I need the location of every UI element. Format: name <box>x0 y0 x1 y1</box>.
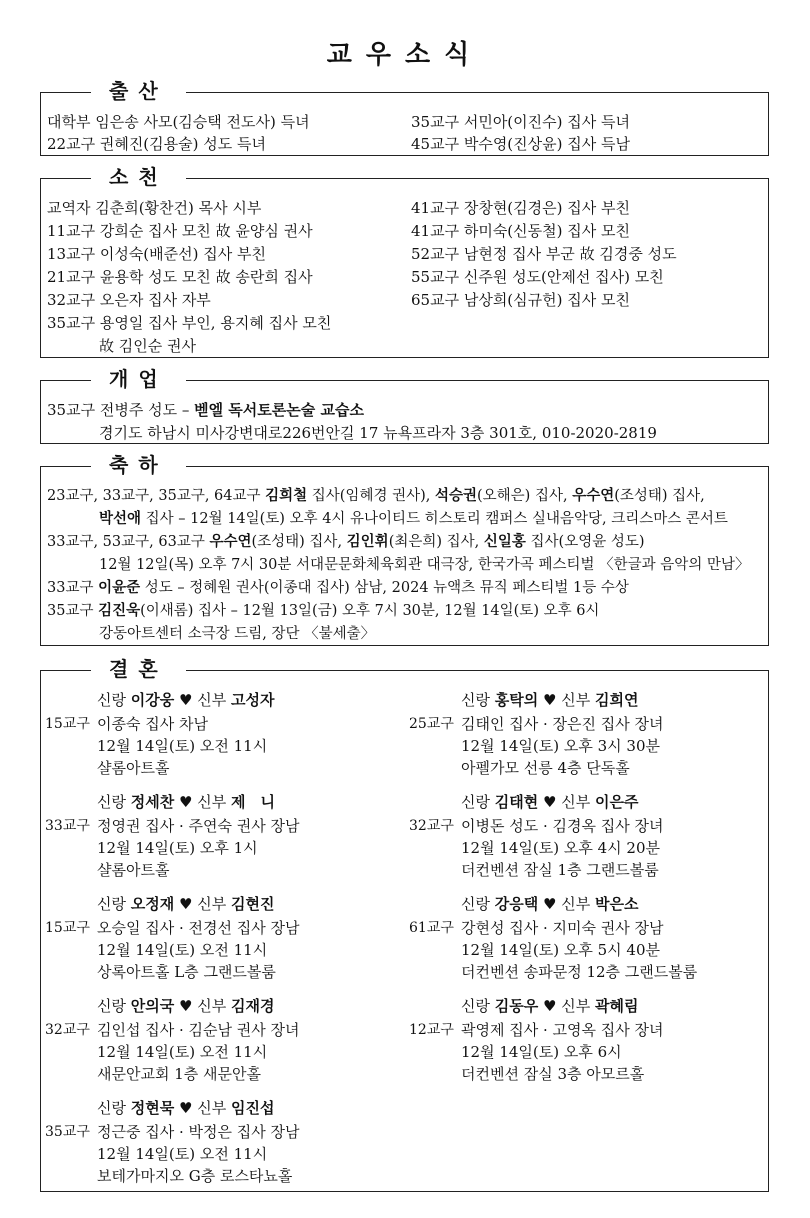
groom-name: 강응택 <box>494 895 539 913</box>
wedding-date: 12월 14일(토) 오후 1시 <box>97 839 258 857</box>
bride-label: 신부 <box>561 895 591 913</box>
congrats-text: 성도 – 정혜원 권사(이종대 집사) 삼남, 2024 뉴액츠 뮤직 페스티벌 1등 수상 <box>140 580 629 596</box>
wedding-heading: 결혼 <box>91 655 186 683</box>
wedding-date: 12월 14일(토) 오전 11시 <box>97 941 268 959</box>
wedding-group: 15교구 <box>45 716 90 732</box>
bride-name: 제 니 <box>231 793 276 811</box>
wedding-group: 12교구 <box>409 1022 454 1038</box>
congrats-name: 우수연 <box>209 533 252 550</box>
heart-icon: ♥ <box>179 793 193 811</box>
wedding-parents: 김인섭 집사 · 김순남 권사 장녀 <box>97 1021 300 1039</box>
congrats-line-2 <box>99 508 728 530</box>
wedding-date: 12월 14일(토) 오전 11시 <box>97 1043 268 1061</box>
opening-address: 경기도 하남시 미사강변대로226번안길 17 뉴욕프라자 3층 301호, 010-2020-2819 <box>99 424 657 442</box>
congrats-name: 김진욱 <box>98 602 141 619</box>
death-right-4: 65교구 남상희(심규헌) 집사 모친 <box>411 291 630 309</box>
bride-name: 김재경 <box>231 997 275 1015</box>
wedding-parents: 김태인 집사 · 장은진 집사 장녀 <box>461 715 664 733</box>
death-left-6: 故 김인순 권사 <box>99 337 196 355</box>
wedding-couple <box>409 995 664 1017</box>
heart-icon: ♥ <box>179 1099 193 1117</box>
congrats-text: (이새롬) 집사 – 12월 13일(금) 오후 7시 30분, 12월 14일(토) 오후 6시 <box>140 603 600 619</box>
birth-section <box>40 79 769 156</box>
congrats-text: (최은희) 집사, <box>388 534 484 550</box>
death-left-3: 21교구 윤용학 성도 모친 故 송란희 집사 <box>47 268 313 286</box>
wedding-group: 33교구 <box>45 818 90 834</box>
wedding-date: 12월 14일(토) 오후 5시 40분 <box>461 941 661 959</box>
death-left-2: 13교구 이성숙(배준선) 집사 부친 <box>47 245 266 263</box>
wedding-group: 61교구 <box>409 920 454 936</box>
wedding-venue: 상록아트홀 L층 그랜드볼룸 <box>97 963 276 981</box>
death-left-1: 11교구 강희순 집사 모친 故 윤양심 권사 <box>47 222 313 240</box>
groom-label: 신랑 <box>97 1099 126 1117</box>
bride-name: 고성자 <box>231 691 275 709</box>
wedding-parents: 정근중 집사 · 박정은 집사 장남 <box>97 1123 300 1141</box>
wedding-entry <box>45 791 300 881</box>
death-right-2: 52교구 남현정 집사 부군 故 김경중 성도 <box>411 245 677 263</box>
wedding-date: 12월 14일(토) 오전 11시 <box>97 737 268 755</box>
congrats-section <box>40 453 769 646</box>
groom-label: 신랑 <box>97 895 126 913</box>
wedding-venue: 더컨벤션 잠실 1층 그랜드볼룸 <box>461 861 659 879</box>
wedding-date: 12월 14일(토) 오후 6시 <box>461 1043 622 1061</box>
groom-label: 신랑 <box>97 691 126 709</box>
wedding-entry <box>409 689 664 779</box>
groom-name: 김동우 <box>494 997 539 1015</box>
wedding-couple <box>409 791 664 813</box>
wedding-entry <box>45 1097 300 1187</box>
congrats-name: 김희철 <box>265 487 308 504</box>
birth-left-1: 22교구 권혜진(김용술) 성도 득녀 <box>47 135 266 153</box>
death-heading: 소천 <box>91 163 186 191</box>
wedding-venue: 더컨벤션 잠실 3층 아모르홀 <box>461 1065 645 1083</box>
bride-name: 이은주 <box>595 793 639 811</box>
heart-icon: ♥ <box>179 997 193 1015</box>
death-right-0: 41교구 장창현(김경은) 집사 부친 <box>411 199 630 217</box>
death-left-5: 35교구 용영일 집사 부인, 용지혜 집사 모친 <box>47 314 332 332</box>
wedding-venue: 샬롬아트홀 <box>97 759 170 777</box>
wedding-entry <box>45 995 300 1085</box>
wedding-group: 25교구 <box>409 716 454 732</box>
wedding-couple <box>409 893 697 915</box>
congrats-name: 신일홍 <box>483 533 526 550</box>
congrats-text: 35교구 <box>47 603 99 619</box>
wedding-date: 12월 14일(토) 오후 4시 20분 <box>461 839 661 857</box>
congrats-name: 석승권 <box>434 487 477 504</box>
congrats-line-7: 강동아트센터 소극장 드림, 장단 〈불세출〉 <box>99 626 376 642</box>
bride-label: 신부 <box>197 691 227 709</box>
wedding-entry <box>409 995 664 1085</box>
wedding-group: 35교구 <box>45 1124 90 1140</box>
congrats-text: 23교구, 33교구, 35교구, 64교구 <box>47 488 266 504</box>
congrats-name: 우수연 <box>572 487 615 504</box>
heart-icon: ♥ <box>543 793 557 811</box>
opening-heading: 개업 <box>91 365 186 393</box>
congrats-text: (조성태) 집사, <box>251 534 347 550</box>
death-left-0: 교역자 김춘희(황찬건) 목사 시부 <box>47 199 262 217</box>
wedding-couple <box>45 791 300 813</box>
opening-line-1 <box>47 399 364 421</box>
birth-heading: 출산 <box>91 77 186 105</box>
death-left-4: 32교구 오은자 집사 자부 <box>47 291 211 309</box>
congrats-text: (오해은) 집사, <box>477 488 573 504</box>
congrats-line-3 <box>47 531 645 553</box>
groom-label: 신랑 <box>97 793 126 811</box>
groom-name: 홍탁의 <box>494 691 539 709</box>
wedding-couple <box>45 1097 300 1119</box>
wedding-group: 32교구 <box>45 1022 90 1038</box>
wedding-section <box>40 657 769 1192</box>
birth-left-0: 대학부 임은송 사모(김승택 전도사) 득녀 <box>47 113 310 131</box>
wedding-couple <box>45 893 300 915</box>
bride-label: 신부 <box>197 793 227 811</box>
bride-label: 신부 <box>197 1099 227 1117</box>
heart-icon: ♥ <box>543 997 557 1015</box>
wedding-venue: 보테가마지오 G층 로스타뇨홀 <box>97 1167 293 1185</box>
wedding-date: 12월 14일(토) 오전 11시 <box>97 1145 268 1163</box>
death-section <box>40 165 769 358</box>
wedding-couple <box>409 689 664 711</box>
bride-name: 김현진 <box>231 895 275 913</box>
groom-name: 이강웅 <box>130 691 175 709</box>
birth-right-0: 35교구 서민아(이진수) 집사 득녀 <box>411 113 630 131</box>
wedding-parents: 곽영제 집사 · 고영옥 집사 장녀 <box>461 1021 664 1039</box>
congrats-line-6 <box>47 600 599 622</box>
groom-label: 신랑 <box>97 997 126 1015</box>
groom-label: 신랑 <box>461 691 490 709</box>
congrats-name: 박선애 <box>99 510 142 527</box>
congrats-text: 집사(오영윤 성도) <box>525 534 645 550</box>
heart-icon: ♥ <box>179 691 193 709</box>
wedding-parents: 정영권 집사 · 주연숙 권사 장남 <box>97 817 300 835</box>
wedding-venue: 새문안교회 1층 새문안홀 <box>97 1065 261 1083</box>
bride-label: 신부 <box>561 691 591 709</box>
groom-name: 안의국 <box>130 997 175 1015</box>
congrats-name: 김인휘 <box>346 533 389 550</box>
wedding-venue: 아펠가모 선릉 4층 단독홀 <box>461 759 630 777</box>
bride-name: 김희연 <box>595 691 639 709</box>
congrats-text: 33교구 <box>47 580 99 596</box>
wedding-entry <box>409 893 697 983</box>
birth-right-1: 45교구 박수영(진상윤) 집사 득남 <box>411 135 630 153</box>
congrats-text: 집사(임혜경 권사), <box>307 488 435 504</box>
wedding-group: 15교구 <box>45 920 90 936</box>
opening-person: 35교구 전병주 성도 – <box>47 401 195 419</box>
opening-section <box>40 367 769 444</box>
groom-name: 정세찬 <box>130 793 175 811</box>
wedding-entry <box>45 689 275 779</box>
death-right-1: 41교구 하미숙(신동철) 집사 모친 <box>411 222 630 240</box>
death-right-3: 55교구 신주원 성도(안제선 집사) 모친 <box>411 268 664 286</box>
wedding-group: 32교구 <box>409 818 454 834</box>
congrats-line-1 <box>47 485 705 507</box>
groom-name: 김태현 <box>494 793 539 811</box>
groom-label: 신랑 <box>461 997 490 1015</box>
wedding-date: 12월 14일(토) 오후 3시 30분 <box>461 737 661 755</box>
wedding-entry <box>45 893 300 983</box>
bride-label: 신부 <box>197 895 227 913</box>
heart-icon: ♥ <box>543 691 557 709</box>
congrats-line-5 <box>47 577 629 599</box>
wedding-parents: 오승일 집사 · 전경선 집사 장남 <box>97 919 300 937</box>
opening-business: 벧엘 독서토론논술 교습소 <box>194 401 364 419</box>
groom-name: 오정재 <box>130 895 175 913</box>
bride-label: 신부 <box>197 997 227 1015</box>
congrats-line-4: 12월 12일(목) 오후 7시 30분 서대문문화체육회관 대극장, 한국가곡 페스티벌 〈한글과 음악의 만남〉 <box>99 557 750 573</box>
bride-label: 신부 <box>561 997 591 1015</box>
bride-name: 임진섭 <box>231 1099 275 1117</box>
page-title: 교우소식 <box>326 40 484 70</box>
bride-label: 신부 <box>561 793 591 811</box>
wedding-couple <box>45 995 300 1017</box>
groom-name: 정현묵 <box>130 1099 175 1117</box>
wedding-venue: 더컨벤션 송파문정 12층 그랜드볼룸 <box>461 963 698 981</box>
wedding-parents: 강현성 집사 · 지미숙 권사 장남 <box>461 919 664 937</box>
groom-label: 신랑 <box>461 895 490 913</box>
heart-icon: ♥ <box>179 895 193 913</box>
congrats-name: 이윤준 <box>98 579 141 596</box>
groom-label: 신랑 <box>461 793 490 811</box>
heart-icon: ♥ <box>543 895 557 913</box>
wedding-couple <box>45 689 275 711</box>
congrats-text: 33교구, 53교구, 63교구 <box>47 534 210 550</box>
bride-name: 곽혜림 <box>595 997 639 1015</box>
congrats-text: (조성태) 집사, <box>614 488 705 504</box>
congrats-heading: 축하 <box>91 451 186 479</box>
wedding-parents: 이병돈 성도 · 김경옥 집사 장녀 <box>461 817 664 835</box>
congrats-text: 집사 – 12월 14일(토) 오후 4시 유나이티드 히스토리 캠퍼스 실내음악당, 크리스마스 콘서트 <box>141 511 728 527</box>
wedding-parents: 이종숙 집사 차남 <box>97 715 208 733</box>
wedding-entry <box>409 791 664 881</box>
bride-name: 박은소 <box>595 895 639 913</box>
wedding-venue: 샬롬아트홀 <box>97 861 170 879</box>
